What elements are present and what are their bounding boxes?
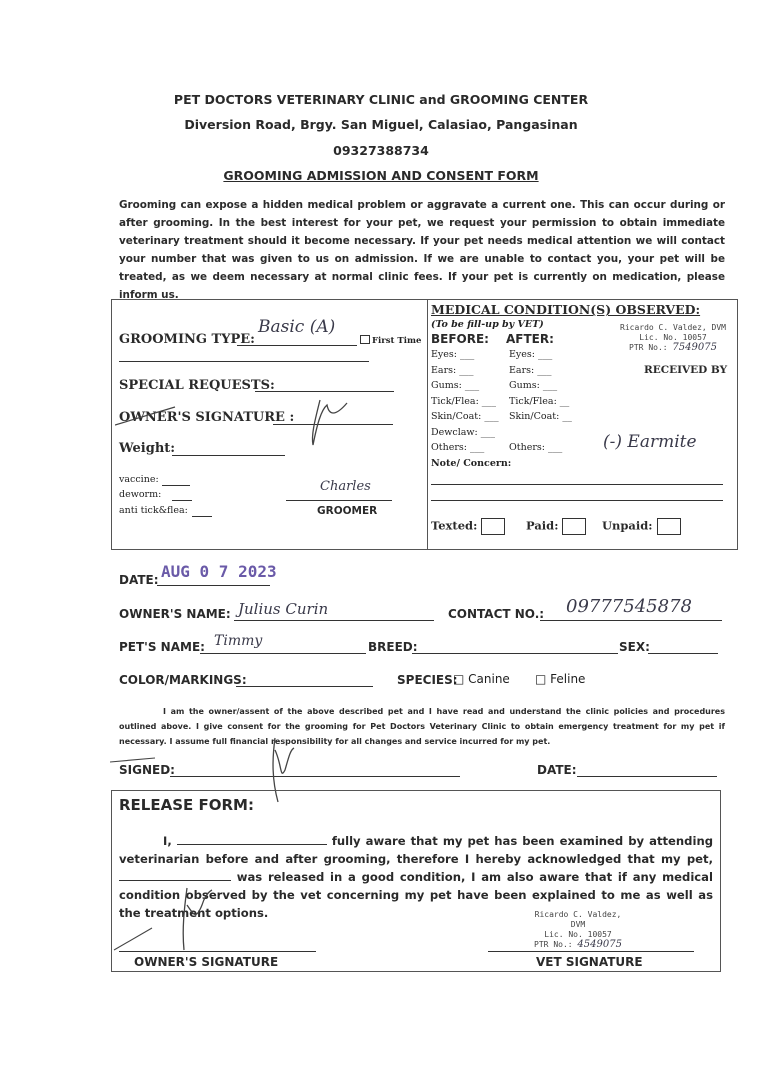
before-list: [431, 349, 501, 458]
stamp-name: Ricardo C. Valdez, DVM: [620, 323, 726, 332]
vet-signature-field[interactable]: [488, 951, 694, 952]
consent-date-label: DATE:: [537, 763, 577, 777]
after-item: Eyes: ___: [509, 349, 553, 360]
signed-label: SIGNED:: [119, 763, 175, 777]
before-item: Tick/Flea: ___: [431, 395, 497, 407]
contact-value: 09777545878: [566, 596, 692, 617]
clinic-name: PET DOCTORS VETERINARY CLINIC and GROOMING CENTER: [173, 92, 589, 107]
before-item-label: Tick/Flea:: [431, 395, 479, 407]
texted-row: [431, 518, 505, 535]
release-owner-signature-field[interactable]: [119, 951, 316, 952]
after-item-label: Skin/Coat:: [509, 411, 560, 422]
paid-checkbox[interactable]: [562, 518, 586, 535]
special-requests-label: SPECIAL REQUESTS:: [119, 378, 275, 393]
owner-name-field[interactable]: [234, 620, 434, 621]
before-item-label: Skin/Coat:: [431, 411, 482, 422]
breed-field[interactable]: [412, 653, 618, 654]
consent-text: I am the owner/assent of the above described pet and I have read and understand the clinic policies and procedures outlined above. I give consent for the grooming for Pet Doctors Veterinary Clinic to obtain emergency treatment for my pet if necessary. I assume full financial responsibility for all changes and service incurred for my pet.: [119, 707, 725, 746]
unpaid-label: Unpaid:: [602, 518, 653, 533]
before-item-label: Ears:: [431, 364, 457, 376]
date-field[interactable]: [157, 585, 270, 586]
texted-label: Texted:: [431, 518, 478, 533]
grooming-type-extra-line: [119, 361, 369, 362]
clinic-phone: 09327388734: [333, 143, 429, 158]
species-label: SPECIES:: [397, 673, 458, 687]
before-item: Eyes: ___: [431, 349, 475, 360]
weight-label: Weight:: [119, 441, 176, 456]
intro-paragraph: Grooming can expose a hidden medical problem or aggravate a current one. This can occur during or after grooming. In the best interest for your pet, we request your permission to obtain immediate veterinary treatment should it become necessary. If your pet needs medical attention we will contact your number that was given to us on admission. If we are unable to contact you, your pet will be treated, as we deem necessary at normal clinic fees. If your pet is currently on medication, please inform us.: [119, 199, 725, 301]
grooming-type-field[interactable]: [237, 345, 357, 346]
breed-label: BREED:: [368, 640, 418, 654]
unpaid-checkbox[interactable]: [657, 518, 681, 535]
before-label: BEFORE:: [431, 332, 489, 346]
after-list: [509, 349, 589, 458]
stamp-ptr: PTR No.:: [534, 940, 573, 949]
contact-field[interactable]: [540, 620, 722, 621]
groomer-label: GROOMER: [317, 505, 378, 517]
note-line-1[interactable]: [431, 484, 723, 485]
received-by-label: RECEIVED BY: [644, 364, 728, 376]
clinic-address: Diversion Road, Brgy. San Miguel, Calasiao, Pangasinan: [184, 117, 578, 132]
release-name-field[interactable]: [177, 834, 327, 845]
pet-name-value: Timmy: [214, 633, 263, 649]
sex-label: SEX:: [619, 640, 650, 654]
feline-option[interactable]: □ Feline: [535, 672, 586, 686]
after-item-label: Tick/Flea:: [509, 395, 557, 407]
stamp-ptr-row: [528, 940, 628, 950]
before-item-label: Dewclaw:: [431, 426, 478, 438]
release-owner-signature-mark: [112, 880, 222, 955]
owner-name-value: Julius Curin: [238, 600, 329, 618]
before-item: Skin/Coat: ___: [431, 411, 499, 422]
release-owner-signature-label: OWNER'S SIGNATURE: [134, 955, 279, 969]
owner-signature-label: OWNER'S SIGNATURE :: [119, 410, 295, 425]
owner-name-label: OWNER'S NAME:: [119, 607, 231, 621]
paid-row: [526, 518, 586, 535]
after-item-spacer: [509, 427, 589, 443]
paid-label: Paid:: [526, 518, 559, 533]
vaccine-field[interactable]: [162, 485, 190, 486]
date-label: DATE:: [119, 573, 159, 587]
grooming-type-label: GROOMING TYPE:: [119, 332, 255, 347]
vet-stamp-top: [618, 323, 728, 353]
first-time-checkbox[interactable]: [360, 335, 370, 344]
stamp-ptr: PTR No.:: [629, 343, 668, 352]
grooming-type-value: Basic (A): [258, 317, 336, 337]
after-label: AFTER:: [506, 332, 554, 346]
form-title: GROOMING ADMISSION AND CONSENT FORM: [223, 168, 539, 183]
pet-name-label: PET'S NAME:: [119, 640, 205, 654]
note-line-2[interactable]: [431, 500, 723, 501]
special-requests-field[interactable]: [255, 391, 394, 392]
vet-signature-label: VET SIGNATURE: [536, 955, 643, 969]
release-body-2: fully aware that my pet has been examined by attending veterinarian before and after grooming, therefore I hereby acknowledged that my pet,: [119, 834, 713, 866]
deworm-field[interactable]: [172, 500, 192, 501]
canine-option[interactable]: □ Canine: [453, 672, 510, 686]
date-stamp: AUG 0 7 2023: [161, 562, 277, 581]
medical-subtitle: (To be fill-up by VET): [431, 319, 544, 330]
pet-name-field[interactable]: [200, 653, 366, 654]
texted-checkbox[interactable]: [481, 518, 505, 535]
stamp-ptr-value: 4549075: [577, 939, 622, 950]
before-item: Others: ___: [431, 442, 485, 453]
groomer-value: Charles: [320, 479, 371, 494]
color-label: COLOR/MARKINGS:: [119, 673, 247, 687]
after-item: Tick/Flea: __: [509, 395, 570, 407]
after-item-label: Eyes:: [509, 349, 535, 360]
consent-date-field[interactable]: [577, 776, 717, 777]
after-item: Others: ___: [509, 442, 563, 453]
weight-field[interactable]: [172, 455, 285, 456]
before-item: Ears: ___: [431, 364, 474, 376]
stamp-ptr-row: [618, 343, 728, 353]
stamp-name: Ricardo C. Valdez, DVM: [534, 910, 622, 929]
handwritten-note: (-) Earmite: [603, 432, 697, 452]
stamp-lic: Lic. No. 10057: [639, 333, 707, 342]
before-item: Gums: ___: [431, 380, 480, 391]
before-item-label: Gums:: [431, 380, 462, 391]
sex-field[interactable]: [648, 653, 718, 654]
before-item-label: Others:: [431, 442, 467, 453]
after-item-label: Others:: [509, 442, 545, 453]
before-item: Dewclaw: ___: [431, 426, 496, 438]
groomer-field[interactable]: [286, 500, 392, 501]
unpaid-row: [602, 518, 681, 535]
stamp-ptr-value: 7549075: [672, 342, 717, 353]
stamp-lic: Lic. No. 10057: [544, 930, 612, 939]
after-item-label: Ears:: [509, 364, 535, 376]
before-item-label: Eyes:: [431, 349, 457, 360]
release-title: RELEASE FORM:: [119, 796, 254, 814]
contact-label: CONTACT NO.:: [448, 607, 545, 621]
note-label: Note/ Concern:: [431, 458, 512, 469]
anti-tick-label: anti tick&flea:: [119, 505, 188, 516]
medical-title: MEDICAL CONDITION(S) OBSERVED:: [431, 302, 701, 317]
color-field[interactable]: [236, 686, 373, 687]
after-item: Gums: ___: [509, 380, 558, 391]
vet-stamp-bottom: [528, 910, 628, 950]
after-item: Skin/Coat: __: [509, 411, 572, 422]
vaccine-label: vaccine:: [119, 474, 159, 485]
deworm-label: deworm:: [119, 489, 162, 500]
anti-tick-field[interactable]: [192, 516, 212, 517]
first-time-label: First Time: [372, 336, 422, 346]
release-body-3: was released in a good condition, I am also aware that if any medical condition observed by the vet concerning my pet have been explained to me as well as the treatment options.: [119, 870, 713, 920]
release-body-1: I,: [163, 834, 172, 848]
after-item-label: Gums:: [509, 380, 540, 391]
after-item: Ears: ___: [509, 364, 552, 376]
